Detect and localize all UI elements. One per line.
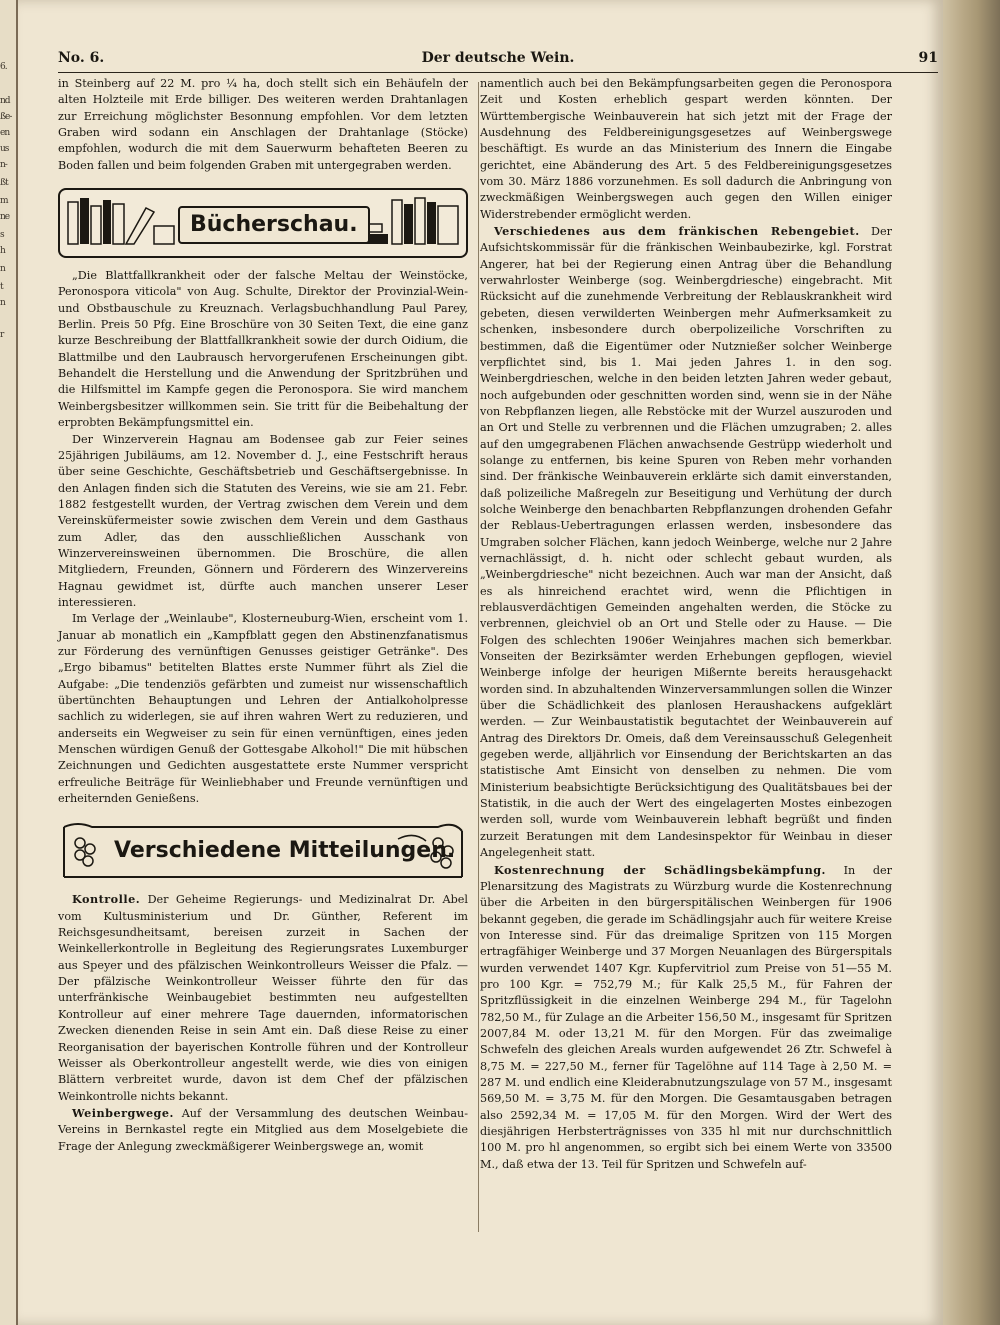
adjacent-page-strip [0, 0, 18, 1325]
journal-title: Der deutsche Wein. [421, 50, 575, 66]
item-heading: Kostenrechnung der Schädlingsbekämpfung. [494, 862, 826, 877]
strip-fragment: us [0, 144, 9, 154]
strip-fragment: r [0, 330, 4, 340]
books-ornament-icon [66, 196, 176, 246]
section-banner-buecherschau [58, 188, 468, 258]
header-rule [58, 72, 938, 73]
item-heading: Weinbergwege. [72, 1105, 174, 1120]
strip-fragment: ßt [0, 178, 8, 188]
book-page-edges [943, 0, 1000, 1325]
section-title: Bücherschau. [178, 206, 370, 244]
item-heading: Kontrolle. [72, 892, 141, 907]
right-column [480, 76, 892, 1173]
strip-fragment: en [0, 128, 10, 138]
strip-fragment: 6. [0, 62, 7, 72]
paragraph: Der Geheime Regierungs- und Medizinalrat Dr. Abel vom Kultusministerium und Dr. Günther, Referent im Reichsgesundheitsamt, bereisen zurzeit in Sachen der Weinkellerkontrolle in Begleitung des Regierungsrates Luxemburger aus Speyer und des pfälzischen Weinkontrolleurs Weisser die Pfalz. — Der pfälzische Weinkontrolleur Weisser führte den für das unterfränkische Weinbaugebiet bestimmten neu aufgestellten Kontrolleur auf einer mehrere Tage dauernden, informatorischen Zwecken dienenden Reise in sein Amt ein. Daß diese Reise zu einer Reorganisation der bayerischen Kontrolle führen und der Kontrolleur Weisser als Oberkontrolleur angestellt werde, wie dies von einigen Blättern verbreitet wurde, davon ist dem Chef der pfälzischen Weinkontrolle nichts bekannt. [58, 893, 468, 1103]
issue-number: No. 6. [58, 50, 105, 66]
paragraph: „Die Blattfallkrankheit oder der falsche Meltau der Weinstöcke, Peronospora viticola" von Aug. Schulte, Direktor der Provinzial-Wein- und Obstbauschule zu Kreuznach. Verlagsbuchhandlung Paul Parey, Berlin. Preis 50 Pfg. Eine Broschüre von 30 Seiten Text, die eine ganz kurze Beschreibung der Blattfallkrankheit sowie der durch Oidium, die Blattmilbe und den Laubrausch hervorgerufenen Erscheinungen gibt. Behandelt die Herstellung und die Anwendung der Spritzbrühen und die Hilfsmittel im Kampfe gegen die Peronospora. Sie wird manchem Weinbergsbesitzer willkommen sein. Sie tritt für die Beibehaltung der erprobten Bekämpfungsmittel ein. [58, 269, 468, 430]
paragraph: Der Aufsichtskommissär für die fränkischen Weinbaubezirke, kgl. Forstrat Angerer, hat bei der Regierung einen Antrag über die Behandlung verwahrloster Weinberge (sog. Weinbergdriesche) eingebracht. Mit Rücksicht auf die zunehmende Verbreitung der Reblauskrankheit wird gebeten, diesen verwilderten Weinbergen mehr Aufmerksamkeit zu schenken, insbesondere durch oberpolizeiliche Vorschriften zu bestimmen, daß die Eigentümer oder Nutznießer solcher Weinberge verpflichtet sind, bis 1. Mai jeden Jahres 1. in den sog. Weinbergdrieschen, welche in den beiden letzten Jahren weder gebaut, noch aufgebunden oder geschnitten worden sind, wenn sie in der Nähe von Rebpflanzen liegen, alle Rebstöcke mit der Wurzel auszuroden und an Ort und Stelle zu verbrennen und die Flächen umzugraben; 2. alles auf den umgegrabenen Flächen anwachsende Gestrüpp wiederholt und solange zu entfernen, bis keine Spuren von Reben mehr vorhanden sind. Der fränkische Weinbauverein erklärte sich damit einverstanden, daß polizeiliche Maßregeln zur Beseitigung und Verhütung der durch solche Weinberge den benachbarten Rebpflanzungen drohenden Gefahr der Reblaus-Uebertragungen erlassen werden, insbesondere das Umgraben solcher Flächen, kann jedoch Weinberge, welche nur 2 Jahre vernachlässigt, d. h. nicht oder schlecht gebaut wurden, als „Weinbergdriesche" nicht bezeichnen. Auch war man der Ansicht, daß es als hinreichend erachtet wird, wenn die Pflichtigen in reblausverdächtigen Gemeinden angehalten werden, die Stöcke zu verbrennen, gleichviel ob an Ort und Stelle oder zu Hause. — Die Folgen des schlechten 1906er Weinjahres machen sich bemerkbar. Vonseiten der Bezirksämter werden Erhebungen gepflogen, wieviel Weinberge infolge der heurigen Mißernte bereits herausgehackt worden sind. In abzuhaltenden Winzerversammlungen sollen die Winzer über die Schädlichkeit des planlosen Heraushackens aufgeklärt werden. — Zur Weinbaustatistik begutachtet der Weinbauverein auf Antrag des Direktors Dr. Omeis, daß dem Vereinsausschuß Gelegenheit gegeben werde, alljährlich vor Einsendung der Berichtskarten an das statistische Amt Einsicht von denselben zu nehmen. Die vom Ministerium beabsichtigte Berücksichtigung des Qualitätsbaues bei der Statistik, in die auch der Wert des eingelagerten Mostes einbezogen werden soll, wurde vom Weinbauverein lebhaft begrüßt und finden zurzeit Beratungen mit dem Landesinspektor für Weinbau in dieser Angelegenheit statt. [480, 225, 892, 860]
strip-fragment: nd [0, 96, 10, 106]
strip-fragment: ne [0, 212, 10, 222]
section-banner-mitteilungen [58, 819, 468, 883]
running-header [58, 50, 938, 72]
strip-fragment: t [0, 282, 3, 292]
strip-fragment: s [0, 230, 4, 240]
page-number: 91 [918, 50, 938, 66]
paragraph: Auf der Versammlung des deutschen Weinbau-Vereins in Bernkastel regte ein Mitglied aus dem Moselgebiete die Frage der Anlegung zweckmäßigerer Weinbergswege an, womit [58, 1106, 468, 1153]
column-divider [478, 82, 479, 1232]
paragraph: namentlich auch bei den Bekämpfungsarbeiten gegen die Peronospora Zeit und Kosten erheblich gespart werden könnten. Der Württembergische Weinbauverein hat sich jetzt mit der Frage der Ausdehnung des Feldbereinigungsgesetzes auf Weinbergswege beschäftigt. Es wurde an das Ministerium des Innern die Eingabe gerichtet, eine Abänderung des Art. 5 des Feldbereinigungsgesetzes vom 30. März 1886 vorzunehmen. Es soll dadurch die Anbringung von zweckmäßigen Weinbergswegen auch gegen den Willen einiger Widerstrebender ermöglicht werden. [480, 77, 892, 221]
strip-fragment: m [0, 196, 8, 206]
left-column [58, 76, 468, 1155]
strip-fragment: ße- [0, 112, 12, 122]
strip-fragment: n [0, 298, 5, 308]
paragraph: Der Winzerverein Hagnau am Bodensee gab zur Feier seines 25jährigen Jubiläums, am 12. November d. J., eine Festschrift heraus über seine Geschichte, Geschäftsbetrieb und Geschäftsergebnisse. In den Anlagen finden sich die Statuten des Vereins, wie sie am 21. Febr. 1882 festgestellt wurden, der Vertrag zwischen dem Verein und dem Vereinsküfermeister sowie zwischen dem Verein und dem Gasthaus zum Adler, das den ausschließlichen Ausschank von Winzervereinsweinen übernommen. Die Broschüre, die allen Mitgliedern, Freunden, Gönnern und Förderern des Winzervereins Hagnau gewidmet ist, dürfte auch manchen unserer Leser interessieren. [58, 432, 468, 609]
paragraph: in Steinberg auf 22 M. pro ¼ ha, doch stellt sich ein Behäufeln der alten Holzteile mit Erde billiger. Des weiteren werden Drahtanlagen zur Erreichung möglichster Besonnung empfohlen. Vor dem letzten Graben wird sodann ein Anschlagen der Drahtanlage (Stöcke) empfohlen, wodurch die mit dem Sauerwurm behafteten Beeren zu Boden fallen und beim folgenden Graben mit untergegraben werden. [58, 77, 468, 172]
paragraph: Im Verlage der „Weinlaube", Klosterneuburg-Wien, erscheint vom 1. Januar ab monatlich ein „Kampfblatt gegen den Abstinenzfanatismus zur Förderung des vernünftigen Genusses geistiger Getränke". Des „Ergo bibamus" betitelten Blattes erste Nummer führt als Ziel die Aufgabe: „Die tendenziös gefärbten und zumeist nur wissenschaftlich übertünchten Behauptungen und Lehren der Antialkoholpresse sachlich zu widerlegen, sie auf ihren wahren Wert zu reduzieren, und anderseits ein Wegweiser zu sein für einen vernünftigen, eines jeden Menschen würdigen Genuß der Gottesgabe Alkohol!" Die mit hübschen Zeichnungen und Gedichten ausgestattete erste Nummer verspricht erfreuliche Beiträge für Weinliebhaber und Freunde vernünftigen und erheiternden Genießens. [58, 612, 468, 806]
strip-fragment: n [0, 264, 5, 274]
strip-fragment: h [0, 246, 5, 256]
item-heading: Verschiedenes aus dem fränkischen Rebengebiet. [494, 224, 860, 239]
paragraph: In der Plenarsitzung des Magistrats zu Würzburg wurde die Kostenrechnung über die Arbeiten in den bürgerspitälischen Weinbergen für 1906 bekannt gegeben, die gerade im Schädlingsjahr auch für weitere Kreise von Interesse sind. Für das dreimalige Spritzen von 115 Morgen ertragfähiger Weinberge und 37 Morgen Neuanlagen des Bürgerspitals wurden verwendet 1407 Kgr. Kupfervitriol zum Preise von 51—55 M. pro 100 Kgr. = 752,79 M.; für Kalk 25,5 M., für Fahren der Spritzflüssigkeit in die einzelnen Weinberge 294 M., für Tagelohn 782,50 M., für Zulage an die Arbeiter 156,50 M., insgesamt für Spritzen 2007,84 M. oder 13,21 M. für den Morgen. Für das zweimalige Schwefeln des gleichen Areals wurden aufgewendet 26 Ztr. Schwefel à 8,75 M. = 227,50 M., ferner für Tagelöhne auf 114 Tage à 2,50 M. = 287 M. und endlich eine Kleiderabnutzungszulage von 57 M., insgesamt 569,50 M. = 3,75 M. für den Morgen. Die Gesamtausgaben betragen also 2592,34 M. = 17,05 M. für den Morgen. Wird der Wert des diesjährigen Herbsterträgnisses von 335 hl mit nur durchschnittlich 100 M. pro hl angenommen, so ergibt sich bei einem Werte von 33500 M., daß etwa der 13. Teil für Spritzen und Schwefeln auf- [480, 863, 893, 1171]
strip-fragment: n- [0, 160, 7, 170]
section-title: Verschiedene Mitteilungen. [114, 838, 456, 864]
newspaper-page [18, 0, 943, 1325]
